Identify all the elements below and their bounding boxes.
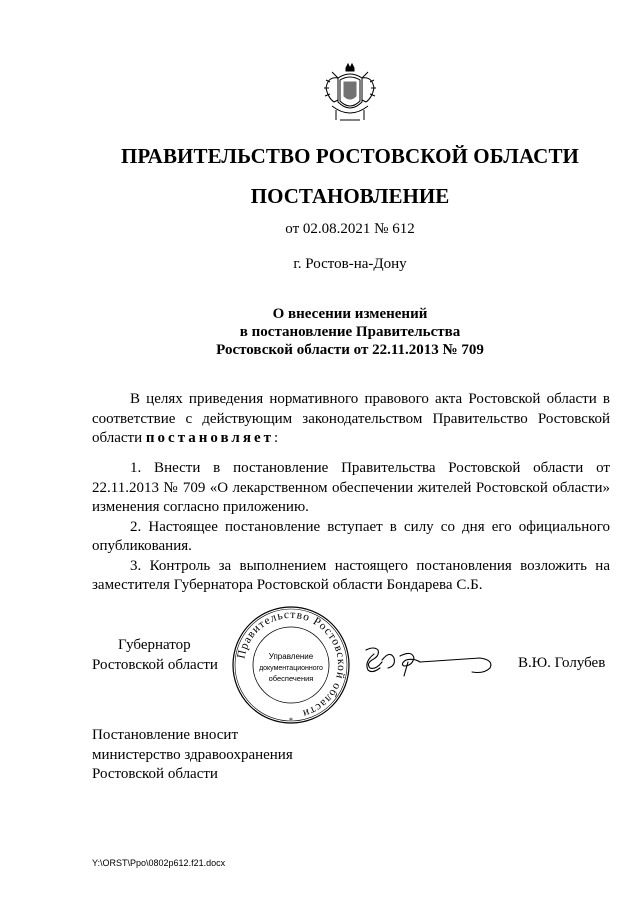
- signatory-name: В.Ю. Голубев: [518, 655, 606, 671]
- signatory-title-line: Губернатор: [118, 637, 191, 653]
- subject-line: О внесении изменений: [272, 306, 428, 322]
- decree-word: постановляет: [145, 430, 274, 446]
- subject-line: в постановление Правительства: [239, 324, 461, 340]
- document-date-number: от 02.08.2021 № 612: [285, 221, 415, 237]
- document-city: г. Ростов-на-Дону: [293, 256, 407, 272]
- signatory-title: [92, 636, 218, 675]
- preamble-paragraph: [92, 390, 610, 449]
- decree-item: 3. Контроль за выполнением настоящего постановления возложить на заместителя Губернатора Ростовской области Бондарева С.Б.: [92, 557, 610, 593]
- file-path-footer: Y:\ORST\Ppo\0802p612.f21.docx: [92, 858, 226, 868]
- submitter-line: Постановление вносит: [92, 727, 239, 743]
- submitter-line: министерство здравоохранения: [92, 746, 293, 763]
- stamp-ring-text: Правительство Ростовской области: [235, 608, 348, 720]
- handwritten-signature: [360, 640, 500, 680]
- preamble-text: В целях приведения нормативного правового акта Ростовской области в соответствие с действующим законодательством Правительство Ростовской области: [92, 391, 610, 446]
- stamp-center-line: документационного: [259, 665, 323, 672]
- stamp-center-line: обеспечения: [268, 674, 314, 683]
- government-title: ПРАВИТЕЛЬСТВО РОСТОВСКОЙ ОБЛАСТИ: [121, 144, 579, 168]
- signatory-title-line: Ростовской области: [92, 656, 218, 673]
- official-stamp: [230, 604, 352, 726]
- subject-line: Ростовской области от 22.11.2013 № 709: [216, 342, 484, 358]
- coat-of-arms-icon: [318, 62, 382, 126]
- svg-text:*: *: [289, 716, 293, 725]
- document-type: ПОСТАНОВЛЕНИЕ: [250, 184, 450, 208]
- decree-items: [92, 459, 610, 596]
- stamp-center-line: Управление: [268, 652, 314, 661]
- submitter-block: [92, 726, 293, 785]
- preamble-colon: :: [274, 430, 279, 446]
- document-subject: [0, 305, 640, 359]
- decree-item: 1. Внести в постановление Правительства Ростовской области от 22.11.2013 № 709 «О лекарственном обеспечении жителей Ростовской области» изменения согласно приложению.: [92, 460, 610, 515]
- decree-item: 2. Настоящее постановление вступает в силу со дня его официального опубликования.: [92, 518, 610, 554]
- submitter-line: Ростовской области: [92, 766, 218, 782]
